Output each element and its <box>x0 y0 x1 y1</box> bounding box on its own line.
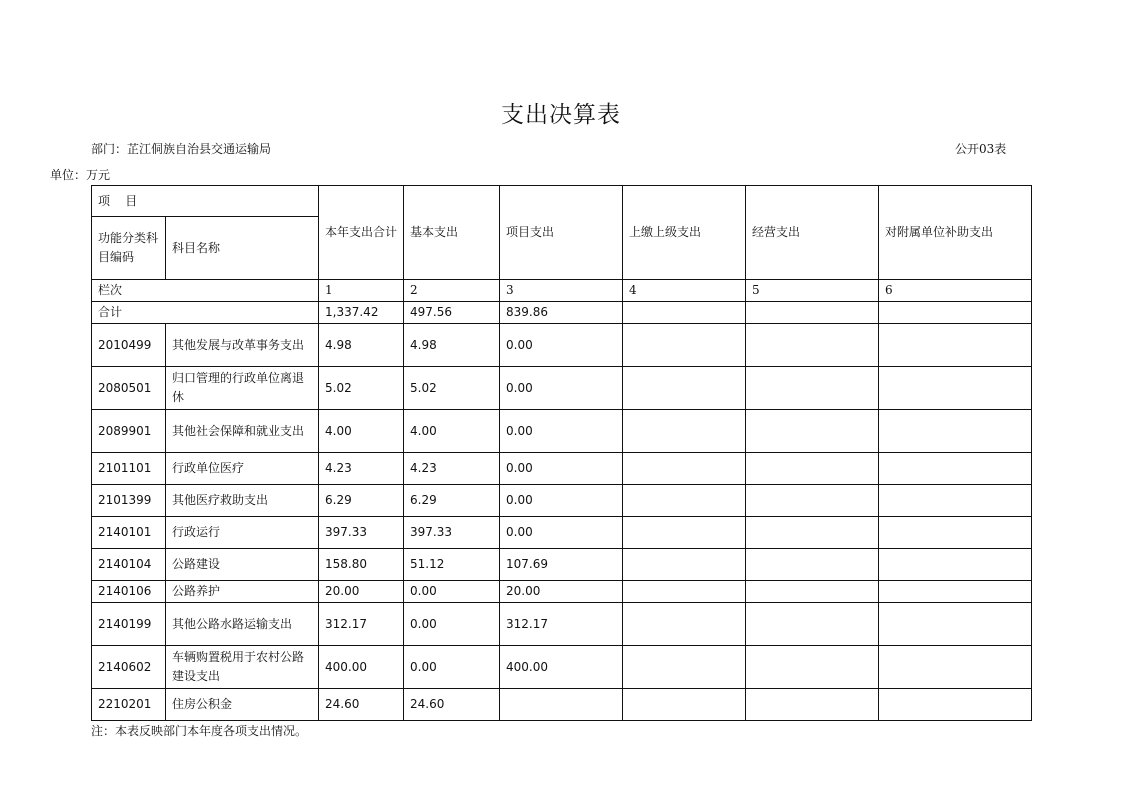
row-basic: 0.00 <box>404 646 500 689</box>
subject-code: 2080501 <box>92 367 166 410</box>
header-total: 本年支出合计 <box>319 186 404 280</box>
row-subsidy <box>879 689 1032 721</box>
subject-name: 其他发展与改革事务支出 <box>166 324 319 367</box>
row-basic: 4.23 <box>404 453 500 485</box>
row-remit <box>623 367 746 410</box>
row-remit <box>623 581 746 603</box>
table-row <box>92 646 1032 689</box>
header-row-1 <box>92 186 1032 217</box>
expenditure-table <box>91 185 1032 721</box>
column-number: 4 <box>623 280 746 302</box>
row-project: 107.69 <box>500 549 623 581</box>
subject-name: 其他公路水路运输支出 <box>166 603 319 646</box>
row-operating <box>746 367 879 410</box>
row-project: 400.00 <box>500 646 623 689</box>
subject-code: 2089901 <box>92 410 166 453</box>
subject-name: 其他社会保障和就业支出 <box>166 410 319 453</box>
total-row <box>92 302 1032 324</box>
row-total: 5.02 <box>319 367 404 410</box>
table-row <box>92 517 1032 549</box>
row-total: 397.33 <box>319 517 404 549</box>
row-basic: 5.02 <box>404 367 500 410</box>
row-basic: 0.00 <box>404 581 500 603</box>
row-basic: 24.60 <box>404 689 500 721</box>
total-remit <box>623 302 746 324</box>
total-basic: 497.56 <box>404 302 500 324</box>
subject-name: 车辆购置税用于农村公路建设支出 <box>166 646 319 689</box>
subject-code: 2140104 <box>92 549 166 581</box>
table-row <box>92 485 1032 517</box>
row-operating <box>746 581 879 603</box>
subject-code: 2210201 <box>92 689 166 721</box>
row-total: 4.00 <box>319 410 404 453</box>
row-remit <box>623 485 746 517</box>
row-basic: 4.00 <box>404 410 500 453</box>
header-subject-name: 科目名称 <box>166 217 319 280</box>
row-subsidy <box>879 517 1032 549</box>
total-amount: 1,337.42 <box>319 302 404 324</box>
subject-name: 住房公积金 <box>166 689 319 721</box>
table-row <box>92 367 1032 410</box>
table-row <box>92 549 1032 581</box>
subject-code: 2010499 <box>92 324 166 367</box>
header-subsidy: 对附属单位补助支出 <box>879 186 1032 280</box>
row-operating <box>746 689 879 721</box>
row-remit <box>623 603 746 646</box>
page-title: 支出决算表 <box>501 102 621 128</box>
row-remit <box>623 324 746 367</box>
row-total: 312.17 <box>319 603 404 646</box>
header-project: 项 目 <box>92 186 319 217</box>
row-basic: 0.00 <box>404 603 500 646</box>
subject-code: 2140101 <box>92 517 166 549</box>
row-project: 0.00 <box>500 367 623 410</box>
row-project: 312.17 <box>500 603 623 646</box>
subject-code: 2140602 <box>92 646 166 689</box>
column-number: 1 <box>319 280 404 302</box>
row-remit <box>623 517 746 549</box>
row-subsidy <box>879 646 1032 689</box>
row-subsidy <box>879 453 1032 485</box>
row-remit <box>623 689 746 721</box>
row-operating <box>746 517 879 549</box>
row-project: 0.00 <box>500 453 623 485</box>
row-subsidy <box>879 549 1032 581</box>
total-operating <box>746 302 879 324</box>
row-total: 4.98 <box>319 324 404 367</box>
row-subsidy <box>879 581 1032 603</box>
row-operating <box>746 453 879 485</box>
row-subsidy <box>879 410 1032 453</box>
row-total: 20.00 <box>319 581 404 603</box>
row-operating <box>746 549 879 581</box>
row-operating <box>746 410 879 453</box>
subject-name: 公路养护 <box>166 581 319 603</box>
row-project: 0.00 <box>500 410 623 453</box>
row-subsidy <box>879 485 1032 517</box>
table-row <box>92 324 1032 367</box>
unit-label: 单位：万元 <box>50 168 111 182</box>
total-subsidy <box>879 302 1032 324</box>
table-row <box>92 410 1032 453</box>
row-total: 6.29 <box>319 485 404 517</box>
row-project: 20.00 <box>500 581 623 603</box>
row-basic: 4.98 <box>404 324 500 367</box>
row-operating <box>746 646 879 689</box>
column-number: 6 <box>879 280 1032 302</box>
department-label: 部门：芷江侗族自治县交通运输局 <box>91 142 272 156</box>
column-number: 2 <box>404 280 500 302</box>
row-subsidy <box>879 324 1032 367</box>
row-operating <box>746 603 879 646</box>
subject-name: 行政运行 <box>166 517 319 549</box>
row-subsidy <box>879 367 1032 410</box>
header-remit: 上缴上级支出 <box>623 186 746 280</box>
row-basic: 51.12 <box>404 549 500 581</box>
subject-name: 归口管理的行政单位离退休 <box>166 367 319 410</box>
table-row <box>92 453 1032 485</box>
column-number-label: 栏次 <box>92 280 319 302</box>
row-remit <box>623 646 746 689</box>
row-project: 0.00 <box>500 324 623 367</box>
footnote: 注：本表反映部门本年度各项支出情况。 <box>91 724 308 738</box>
subject-code: 2101399 <box>92 485 166 517</box>
column-number: 5 <box>746 280 879 302</box>
table-row <box>92 603 1032 646</box>
row-remit <box>623 453 746 485</box>
subject-name: 行政单位医疗 <box>166 453 319 485</box>
subject-code: 2140199 <box>92 603 166 646</box>
total-project: 839.86 <box>500 302 623 324</box>
table-row <box>92 689 1032 721</box>
subject-name: 其他医疗救助支出 <box>166 485 319 517</box>
row-operating <box>746 485 879 517</box>
table-row <box>92 581 1032 603</box>
total-label: 合计 <box>92 302 319 324</box>
header-func-code: 功能分类科目编码 <box>92 217 166 280</box>
row-basic: 6.29 <box>404 485 500 517</box>
row-project <box>500 689 623 721</box>
row-remit <box>623 549 746 581</box>
row-total: 4.23 <box>319 453 404 485</box>
row-total: 24.60 <box>319 689 404 721</box>
subject-name: 公路建设 <box>166 549 319 581</box>
form-number: 公开03表 <box>955 142 1007 156</box>
row-project: 0.00 <box>500 517 623 549</box>
row-subsidy <box>879 603 1032 646</box>
subject-code: 2101101 <box>92 453 166 485</box>
column-number-row <box>92 280 1032 302</box>
row-operating <box>746 324 879 367</box>
row-project: 0.00 <box>500 485 623 517</box>
row-remit <box>623 410 746 453</box>
row-total: 158.80 <box>319 549 404 581</box>
column-number: 3 <box>500 280 623 302</box>
header-basic: 基本支出 <box>404 186 500 280</box>
row-total: 400.00 <box>319 646 404 689</box>
row-basic: 397.33 <box>404 517 500 549</box>
header-project-expenditure: 项目支出 <box>500 186 623 280</box>
header-operating: 经营支出 <box>746 186 879 280</box>
subject-code: 2140106 <box>92 581 166 603</box>
